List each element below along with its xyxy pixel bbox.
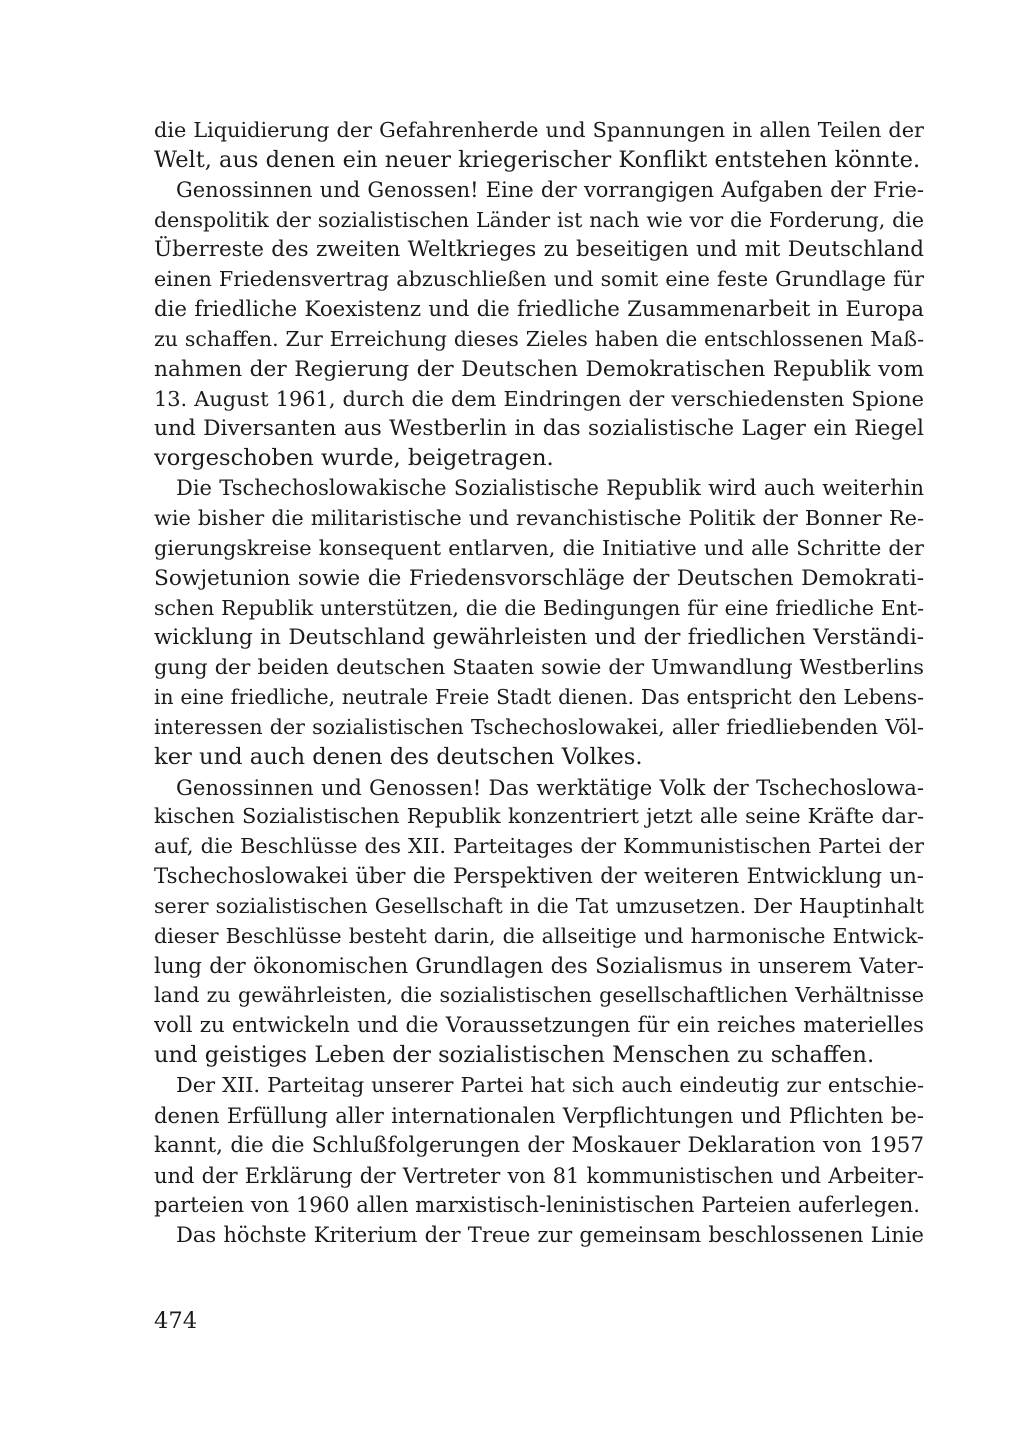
text-line: Sowjetunion sowie die Friedensvorschläge der Deutschen Demokrati- bbox=[154, 565, 924, 591]
text-line: Genossinnen und Genossen! Eine der vorrangigen Aufgaben der Frie- bbox=[176, 177, 924, 202]
text-line: Das höchste Kriterium der Treue zur gemeinsam beschlossenen Linie bbox=[176, 1222, 924, 1248]
page-number: 474 bbox=[154, 1308, 198, 1334]
text-line: denen Erfüllung aller internationalen Verpflichtungen und Pflichten be- bbox=[154, 1102, 924, 1128]
text-line: parteien von 1960 allen marxistisch-leninistischen Parteien auferlegen. bbox=[154, 1192, 920, 1218]
text-line: wie bisher die militaristische und revanchistische Politik der Bonner Re- bbox=[154, 505, 924, 530]
text-line: einen Friedensvertrag abzuschließen und somit eine feste Grundlage für bbox=[154, 267, 924, 292]
text-line: gierungskreise konsequent entlarven, die Initiative und alle Schritte der bbox=[154, 535, 924, 560]
text-line: Der XII. Parteitag unserer Partei hat sich auch eindeutig zur entschie- bbox=[176, 1073, 924, 1097]
text-line: vorgeschoben wurde, beigetragen. bbox=[154, 445, 554, 472]
text-line: Tschechoslowakei über die Perspektiven der weiteren Entwicklung un- bbox=[154, 864, 924, 890]
text-line: und der Erklärung der Vertreter von 81 kommunistischen und Arbeiter- bbox=[154, 1162, 924, 1188]
text-line: ker und auch denen des deutschen Volkes. bbox=[154, 743, 643, 770]
paragraph-4 bbox=[154, 773, 924, 1071]
paragraph-1 bbox=[154, 116, 924, 176]
text-line: schen Republik unterstützen, die die Bedingungen für eine friedliche Ent- bbox=[154, 595, 924, 620]
text-line: land zu gewährleisten, die sozialistischen gesellschaftlichen Verhältnisse bbox=[154, 983, 924, 1008]
text-line: auf, die Beschlüsse des XII. Parteitages der Kommunistischen Partei der bbox=[154, 834, 924, 859]
text-line: serer sozialistischen Gesellschaft in die Tat umzusetzen. Der Hauptinhalt bbox=[154, 893, 924, 918]
text-line: gung der beiden deutschen Staaten sowie der Umwandlung Westberlins bbox=[154, 655, 924, 680]
text-line: Die Tschechoslowakische Sozialistische Republik wird auch weiterhin bbox=[176, 476, 924, 501]
text-line: interessen der sozialistischen Tschechoslowakei, aller friedliebenden Völ- bbox=[154, 714, 924, 739]
text-line: und Diversanten aus Westberlin in das sozialistische Lager ein Riegel bbox=[154, 416, 924, 442]
paragraph-6 bbox=[154, 1220, 924, 1250]
text-line: nahmen der Regierung der Deutschen Demokratischen Republik vom bbox=[154, 356, 924, 382]
text-line: voll zu entwickeln und die Voraussetzungen für ein reiches materielles bbox=[154, 1013, 924, 1039]
text-line: in eine friedliche, neutrale Freie Stadt dienen. Das entspricht den Lebens- bbox=[154, 685, 924, 710]
text-line: und geistiges Leben der sozialistischen Menschen zu schaffen. bbox=[154, 1042, 875, 1069]
paragraph-2 bbox=[154, 176, 924, 474]
text-line: zu schaffen. Zur Erreichung dieses Zieles haben die entschlossenen Maß- bbox=[154, 326, 924, 351]
text-line: kischen Sozialistischen Republik konzentriert jetzt alle seine Kräfte dar- bbox=[154, 804, 924, 829]
paragraph-5 bbox=[154, 1071, 924, 1220]
text-line: 13. August 1961, durch die dem Eindringen der verschiedensten Spione bbox=[154, 386, 924, 411]
text-line: wicklung in Deutschland gewährleisten und der friedlichen Verständi- bbox=[154, 625, 924, 651]
paragraph-3 bbox=[154, 474, 924, 772]
text-line: lung der ökonomischen Grundlagen des Sozialismus in unserem Vater- bbox=[154, 953, 924, 979]
body-text bbox=[154, 116, 924, 1250]
text-line: Überreste des zweiten Weltkrieges zu beseitigen und mit Deutschland bbox=[154, 237, 924, 263]
text-line: die friedliche Koexistenz und die friedliche Zusammenarbeit in Europa bbox=[154, 297, 924, 323]
text-line: die Liquidierung der Gefahrenherde und Spannungen in allen Teilen der bbox=[154, 118, 924, 142]
text-line: dieser Beschlüsse besteht darin, die allseitige und harmonische Entwick- bbox=[154, 923, 924, 948]
text-line: Welt, aus denen ein neuer kriegerischer Konflikt entstehen könnte. bbox=[154, 146, 921, 173]
text-line: Genossinnen und Genossen! Das werktätige Volk der Tschechoslowa- bbox=[176, 774, 924, 800]
text-line: denspolitik der sozialistischen Länder ist nach wie vor die Forderung, die bbox=[154, 207, 924, 232]
text-line: kannt, die die Schlußfolgerungen der Moskauer Deklaration von 1957 bbox=[154, 1132, 924, 1158]
